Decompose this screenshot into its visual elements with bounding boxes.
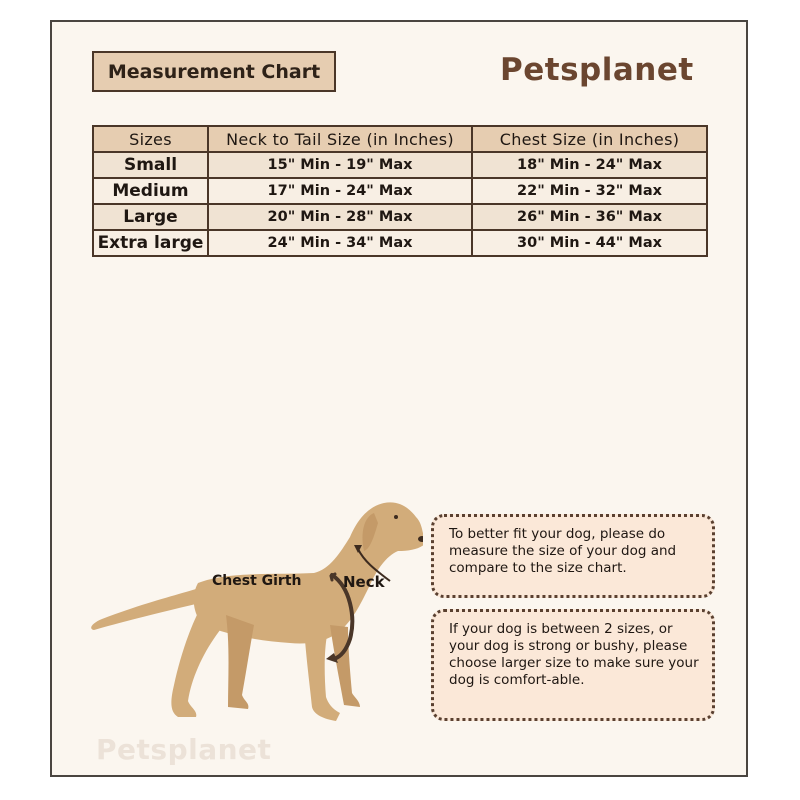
measurement-card <box>50 20 748 777</box>
chart-title: Measurement Chart <box>92 51 336 92</box>
table-row <box>93 152 707 178</box>
table-row <box>93 230 707 256</box>
neck-to-tail-value: 15" Min - 19" Max <box>208 152 472 178</box>
chest-value: 30" Min - 44" Max <box>472 230 707 256</box>
size-name: Medium <box>93 178 208 204</box>
size-advice-note: If your dog is between 2 sizes, or your dog is strong or bushy, please choose larger size to make sure your dog is comfort-able. <box>431 609 715 721</box>
size-name: Small <box>93 152 208 178</box>
neck-to-tail-value: 24" Min - 34" Max <box>208 230 472 256</box>
size-table <box>92 125 708 257</box>
header-sizes: Sizes <box>93 126 208 152</box>
header-neck-to-tail: Neck to Tail Size (in Inches) <box>208 126 472 152</box>
dog-illustration <box>78 497 423 757</box>
fit-tip-note: To better fit your dog, please do measure the size of your dog and compare to the size chart. <box>431 514 715 598</box>
table-row <box>93 204 707 230</box>
neck-label: Neck <box>343 573 385 591</box>
neck-to-tail-value: 20" Min - 28" Max <box>208 204 472 230</box>
table-header-row <box>93 126 707 152</box>
size-name: Large <box>93 204 208 230</box>
neck-to-tail-value: 17" Min - 24" Max <box>208 178 472 204</box>
brand-watermark: Petsplanet <box>96 733 272 766</box>
chest-value: 18" Min - 24" Max <box>472 152 707 178</box>
chest-girth-label: Chest Girth <box>212 573 302 589</box>
size-name: Extra large <box>93 230 208 256</box>
table-row <box>93 178 707 204</box>
chest-value: 22" Min - 32" Max <box>472 178 707 204</box>
header-chest: Chest Size (in Inches) <box>472 126 707 152</box>
chest-value: 26" Min - 36" Max <box>472 204 707 230</box>
brand-logo: Petsplanet <box>500 52 694 88</box>
